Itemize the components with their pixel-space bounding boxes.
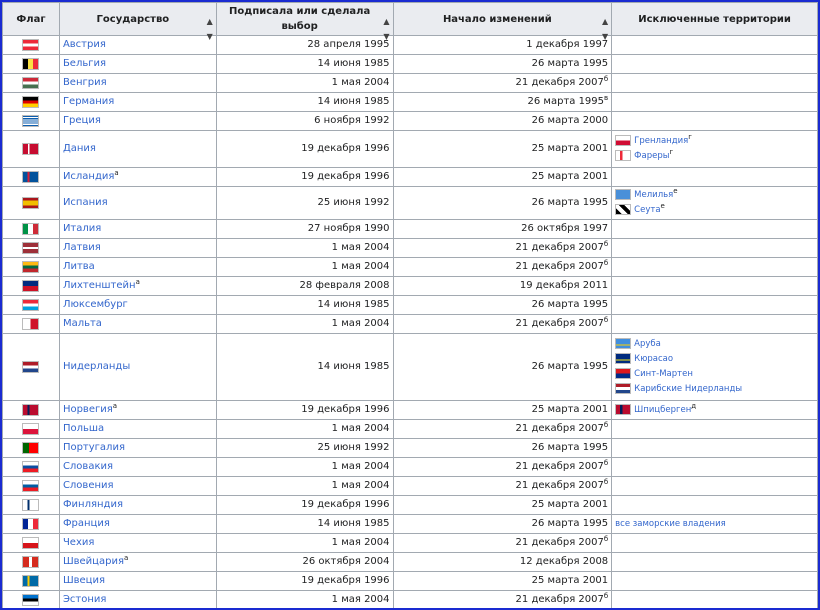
country-link[interactable]: Литва [62, 261, 95, 272]
start-date: 26 марта 1995 [531, 442, 609, 453]
start-date: 21 декабря 2007 [515, 318, 604, 329]
excluded-territories [612, 220, 818, 239]
table-row [3, 315, 818, 334]
flag-cell [3, 572, 60, 591]
start-date: 26 марта 2000 [531, 115, 609, 126]
territory-link[interactable]: Кюрасао [634, 354, 674, 364]
country-cell [59, 496, 216, 515]
excluded-territories [612, 496, 818, 515]
flag-icon[interactable] [22, 280, 39, 292]
start-date-cell [393, 496, 612, 515]
territory-flag-icon[interactable] [615, 368, 631, 379]
flag-icon[interactable] [22, 575, 39, 587]
excluded-territories [612, 55, 818, 74]
excluded-territories [612, 36, 818, 55]
signed-date: 1 мая 2004 [216, 534, 393, 553]
excluded-territories [612, 458, 818, 477]
footnote-mark[interactable]: г [669, 148, 674, 156]
territory-link[interactable]: Гренландия [634, 136, 689, 146]
excluded-territories [612, 477, 818, 496]
flag-icon[interactable] [22, 115, 39, 127]
territory-link[interactable]: Аруба [634, 339, 661, 349]
flag-icon[interactable] [22, 499, 39, 511]
start-date-cell [393, 572, 612, 591]
signed-date: 14 июня 1985 [216, 515, 393, 534]
territory-item [615, 367, 814, 382]
footnote-mark[interactable]: б [603, 75, 609, 83]
table-row [3, 239, 818, 258]
excluded-territories [612, 515, 818, 534]
excluded-territories [612, 74, 818, 93]
country-cell [59, 239, 216, 258]
country-cell [59, 315, 216, 334]
signed-date: 1 мая 2004 [216, 315, 393, 334]
territory-flag-icon[interactable] [615, 338, 631, 349]
flag-cell [3, 401, 60, 420]
signed-date: 1 мая 2004 [216, 458, 393, 477]
territory-item [615, 149, 814, 164]
signed-date: 19 декабря 1996 [216, 168, 393, 187]
start-date-cell [393, 334, 612, 401]
footnote-mark[interactable]: а [135, 278, 140, 286]
start-date-cell [393, 296, 612, 315]
start-date-cell [393, 36, 612, 55]
signed-date: 14 июня 1985 [216, 334, 393, 401]
territory-item [615, 517, 814, 532]
flag-icon[interactable] [22, 96, 39, 108]
start-date: 21 декабря 2007 [515, 261, 604, 272]
country-cell [59, 168, 216, 187]
flag-icon[interactable] [22, 361, 39, 373]
table-row [3, 458, 818, 477]
country-cell [59, 334, 216, 401]
signed-date: 19 декабря 1996 [216, 131, 393, 168]
table-row [3, 220, 818, 239]
signed-date: 1 мая 2004 [216, 258, 393, 277]
footnote-mark[interactable]: б [603, 459, 609, 467]
header-row [3, 3, 818, 36]
signed-date: 25 июня 1992 [216, 439, 393, 458]
start-date-cell [393, 220, 612, 239]
start-date: 21 декабря 2007 [515, 594, 604, 605]
flag-icon[interactable] [22, 442, 39, 454]
country-link[interactable]: Мальта [62, 318, 102, 329]
excluded-territories [612, 131, 818, 168]
country-link[interactable]: Норвегия [62, 404, 113, 415]
start-date-cell [393, 93, 612, 112]
start-date: 26 марта 1995 [531, 518, 609, 529]
table-row [3, 515, 818, 534]
flag-cell [3, 553, 60, 572]
territory-flag-icon[interactable] [615, 189, 631, 200]
excluded-territories [612, 112, 818, 131]
territory-link[interactable]: Карибские Нидерланды [634, 384, 743, 394]
table-row [3, 93, 818, 112]
start-date: 26 марта 1995 [527, 96, 605, 107]
flag-icon[interactable] [22, 594, 39, 606]
start-date-cell [393, 187, 612, 220]
header-excluded: Исключенные территории [612, 3, 818, 36]
excluded-territories [612, 93, 818, 112]
territory-link[interactable]: Сеута [634, 205, 661, 215]
country-link[interactable]: Латвия [62, 242, 101, 253]
country-link[interactable]: Греция [62, 115, 101, 126]
excluded-territories [612, 296, 818, 315]
territory-flag-icon[interactable] [615, 383, 631, 394]
country-cell [59, 112, 216, 131]
footnote-mark[interactable]: б [603, 592, 609, 600]
start-date-cell [393, 420, 612, 439]
signed-date: 28 апреля 1995 [216, 36, 393, 55]
country-link[interactable]: Венгрия [62, 77, 107, 88]
territory-link[interactable]: все заморские владения [615, 518, 726, 529]
flag-cell [3, 458, 60, 477]
territory-flag-icon[interactable] [615, 204, 631, 215]
flag-icon[interactable] [22, 39, 39, 51]
table-row [3, 277, 818, 296]
territory-link[interactable]: Мелилья [634, 190, 674, 200]
flag-cell [3, 112, 60, 131]
signed-date: 1 мая 2004 [216, 239, 393, 258]
country-link[interactable]: Италия [62, 223, 102, 234]
footnote-mark[interactable]: б [603, 421, 609, 429]
country-cell [59, 74, 216, 93]
country-link[interactable]: Польша [62, 423, 105, 434]
footnote-mark[interactable]: б [603, 316, 609, 324]
territory-flag-icon[interactable] [615, 353, 631, 364]
flag-cell [3, 187, 60, 220]
table-row [3, 168, 818, 187]
signed-date: 19 декабря 1996 [216, 496, 393, 515]
excluded-territories [612, 439, 818, 458]
flag-icon[interactable] [22, 480, 39, 492]
country-cell [59, 439, 216, 458]
start-date: 12 декабря 2008 [519, 556, 609, 567]
flag-icon[interactable] [22, 318, 39, 330]
footnote-mark[interactable]: а [112, 402, 118, 410]
flag-cell [3, 55, 60, 74]
territory-link[interactable]: Синт-Мартен [634, 369, 693, 379]
signed-date: 25 июня 1992 [216, 187, 393, 220]
start-date: 19 декабря 2011 [519, 280, 609, 291]
table-row [3, 131, 818, 168]
start-date: 26 октября 1997 [521, 223, 609, 234]
signed-date: 1 мая 2004 [216, 591, 393, 610]
country-cell [59, 187, 216, 220]
table-row [3, 553, 818, 572]
start-date-cell [393, 315, 612, 334]
country-cell [59, 572, 216, 591]
country-cell [59, 553, 216, 572]
excluded-territories [612, 334, 818, 401]
start-date: 25 марта 2001 [531, 143, 609, 154]
signed-date: 27 ноября 1990 [216, 220, 393, 239]
signed-date: 1 мая 2004 [216, 477, 393, 496]
country-cell [59, 220, 216, 239]
territory-item [615, 382, 814, 397]
flag-cell [3, 168, 60, 187]
flag-icon[interactable] [22, 461, 39, 473]
start-date-cell [393, 112, 612, 131]
flag-icon[interactable] [22, 556, 39, 568]
excluded-territories [612, 420, 818, 439]
schengen-table [2, 2, 818, 610]
signed-date: 26 октября 2004 [216, 553, 393, 572]
header-start[interactable]: Начало изменений ▲ ▼ [393, 3, 612, 36]
territory-flag-icon[interactable] [615, 150, 631, 161]
table-row [3, 296, 818, 315]
footnote-mark[interactable]: а [123, 554, 129, 562]
territory-link[interactable]: Шпицберген [634, 404, 692, 415]
footnote-mark[interactable]: б [603, 240, 609, 248]
start-date-cell [393, 277, 612, 296]
flag-icon[interactable] [22, 197, 39, 209]
territory-item [615, 134, 814, 149]
footnote-mark[interactable]: е [673, 187, 678, 195]
table-row [3, 572, 818, 591]
start-date-cell [393, 534, 612, 553]
country-link[interactable]: Эстония [62, 594, 107, 605]
territory-flag-icon[interactable] [615, 404, 631, 415]
table-row [3, 401, 818, 420]
start-date: 26 марта 1995 [531, 361, 609, 372]
excluded-territories [612, 572, 818, 591]
flag-cell [3, 315, 60, 334]
start-date-cell [393, 258, 612, 277]
country-cell [59, 515, 216, 534]
country-link[interactable]: Бельгия [62, 58, 107, 69]
start-date: 26 марта 1995 [531, 299, 609, 310]
flag-icon[interactable] [22, 223, 39, 235]
flag-cell [3, 534, 60, 553]
territory-flag-icon[interactable] [615, 135, 631, 146]
start-date-cell [393, 553, 612, 572]
table-row [3, 534, 818, 553]
start-date-cell [393, 515, 612, 534]
signed-date: 28 февраля 2008 [216, 277, 393, 296]
start-date-cell [393, 458, 612, 477]
country-link[interactable]: Испания [62, 197, 108, 208]
flag-cell [3, 496, 60, 515]
table-row [3, 334, 818, 401]
table-row [3, 477, 818, 496]
table-row [3, 439, 818, 458]
flag-cell [3, 258, 60, 277]
country-cell [59, 420, 216, 439]
excluded-territories [612, 315, 818, 334]
sort-icon[interactable]: ▲ ▼ [602, 17, 609, 41]
table-row [3, 36, 818, 55]
flag-icon[interactable] [22, 242, 39, 254]
signed-date: 1 мая 2004 [216, 420, 393, 439]
country-link[interactable]: Словения [62, 480, 114, 491]
excluded-territories [612, 553, 818, 572]
flag-icon[interactable] [22, 58, 39, 70]
country-link[interactable]: Франция [62, 518, 110, 529]
flag-cell [3, 334, 60, 401]
country-link[interactable]: Австрия [62, 39, 106, 50]
table-row [3, 591, 818, 610]
country-link[interactable]: Германия [62, 96, 115, 107]
country-cell [59, 401, 216, 420]
territory-item [615, 403, 814, 418]
start-date-cell [393, 55, 612, 74]
country-cell [59, 277, 216, 296]
flag-icon[interactable] [22, 518, 39, 530]
start-date: 26 марта 1995 [531, 58, 609, 69]
excluded-territories [612, 239, 818, 258]
sort-icon[interactable]: ▲ ▼ [383, 17, 390, 41]
flag-cell [3, 131, 60, 168]
start-date: 25 марта 2001 [531, 499, 609, 510]
country-link[interactable]: Швейцария [62, 556, 124, 567]
signed-date: 1 мая 2004 [216, 74, 393, 93]
footnote-mark[interactable]: б [603, 478, 609, 486]
country-link[interactable]: Люксембург [62, 299, 128, 310]
footnote-mark[interactable]: а [114, 169, 119, 177]
excluded-territories [612, 591, 818, 610]
table-row [3, 420, 818, 439]
footnote-mark[interactable]: е [660, 202, 665, 210]
start-date-cell [393, 477, 612, 496]
territory-item [615, 203, 814, 218]
country-cell [59, 458, 216, 477]
country-cell [59, 93, 216, 112]
signed-date: 14 июня 1985 [216, 93, 393, 112]
country-cell [59, 55, 216, 74]
start-date-cell [393, 74, 612, 93]
flag-cell [3, 439, 60, 458]
flag-cell [3, 477, 60, 496]
start-date: 25 марта 2001 [531, 575, 609, 586]
country-cell [59, 591, 216, 610]
flag-cell [3, 220, 60, 239]
country-link[interactable]: Словакия [62, 461, 114, 472]
footnote-mark[interactable]: в [604, 94, 609, 102]
footnote-mark[interactable]: д [691, 401, 697, 410]
footnote-mark[interactable]: г [688, 133, 692, 141]
flag-cell [3, 74, 60, 93]
start-date: 26 марта 1995 [531, 197, 609, 208]
start-date-cell [393, 591, 612, 610]
flag-cell [3, 515, 60, 534]
excluded-territories [612, 401, 818, 420]
start-date: 21 декабря 2007 [515, 77, 604, 88]
footnote-mark[interactable]: б [603, 259, 609, 267]
start-date-cell [393, 239, 612, 258]
header-flag: Флаг [3, 3, 60, 36]
flag-icon[interactable] [22, 423, 39, 435]
flag-icon[interactable] [22, 404, 39, 416]
country-cell [59, 131, 216, 168]
table-row [3, 187, 818, 220]
country-link[interactable]: Исландия [62, 171, 115, 182]
header-signed[interactable]: Подписала или сделала выбор ▲ ▼ [216, 3, 393, 36]
table-row [3, 496, 818, 515]
start-date: 25 марта 2001 [531, 171, 609, 182]
territory-item [615, 337, 814, 352]
country-link[interactable]: Швеция [62, 575, 105, 586]
excluded-territories [612, 277, 818, 296]
country-link[interactable]: Португалия [62, 442, 125, 453]
signed-date: 19 декабря 1996 [216, 572, 393, 591]
start-date: 21 декабря 2007 [515, 537, 604, 548]
start-date: 25 марта 2001 [531, 404, 609, 415]
table-row [3, 112, 818, 131]
flag-cell [3, 420, 60, 439]
country-cell [59, 534, 216, 553]
flag-icon[interactable] [22, 537, 39, 549]
excluded-territories [612, 168, 818, 187]
table-row [3, 55, 818, 74]
signed-date: 14 июня 1985 [216, 55, 393, 74]
territory-item [615, 188, 814, 203]
excluded-territories [612, 534, 818, 553]
flag-icon[interactable] [22, 261, 39, 273]
signed-date: 6 ноября 1992 [216, 112, 393, 131]
start-date-cell [393, 401, 612, 420]
flag-cell [3, 296, 60, 315]
country-cell [59, 258, 216, 277]
signed-date: 19 декабря 1996 [216, 401, 393, 420]
flag-cell [3, 36, 60, 55]
flag-icon[interactable] [22, 143, 39, 155]
start-date-cell [393, 168, 612, 187]
country-link[interactable]: Чехия [62, 537, 95, 548]
flag-cell [3, 591, 60, 610]
country-cell [59, 36, 216, 55]
footnote-mark[interactable]: б [603, 535, 609, 543]
country-cell [59, 477, 216, 496]
excluded-territories [612, 187, 818, 220]
start-date: 21 декабря 2007 [515, 423, 604, 434]
country-link[interactable]: Нидерланды [62, 361, 131, 372]
table-row [3, 74, 818, 93]
flag-cell [3, 239, 60, 258]
sort-icon[interactable]: ▲ ▼ [206, 17, 213, 41]
start-date: 21 декабря 2007 [515, 242, 604, 253]
start-date: 1 декабря 1997 [526, 39, 609, 50]
country-link[interactable]: Финляндия [62, 499, 123, 510]
flag-icon[interactable] [22, 171, 39, 183]
start-date: 21 декабря 2007 [515, 480, 604, 491]
country-cell [59, 296, 216, 315]
flag-icon[interactable] [22, 77, 39, 89]
country-link[interactable]: Лихтенштейн [62, 280, 136, 291]
flag-icon[interactable] [22, 299, 39, 311]
table-row [3, 258, 818, 277]
flag-cell [3, 277, 60, 296]
start-date-cell [393, 131, 612, 168]
flag-cell [3, 93, 60, 112]
country-link[interactable]: Дания [62, 143, 96, 154]
excluded-territories [612, 258, 818, 277]
header-state[interactable]: Государство ▲ ▼ [59, 3, 216, 36]
territory-item [615, 352, 814, 367]
signed-date: 14 июня 1985 [216, 296, 393, 315]
start-date-cell [393, 439, 612, 458]
territory-link[interactable]: Фареры [634, 151, 670, 161]
start-date: 21 декабря 2007 [515, 461, 604, 472]
